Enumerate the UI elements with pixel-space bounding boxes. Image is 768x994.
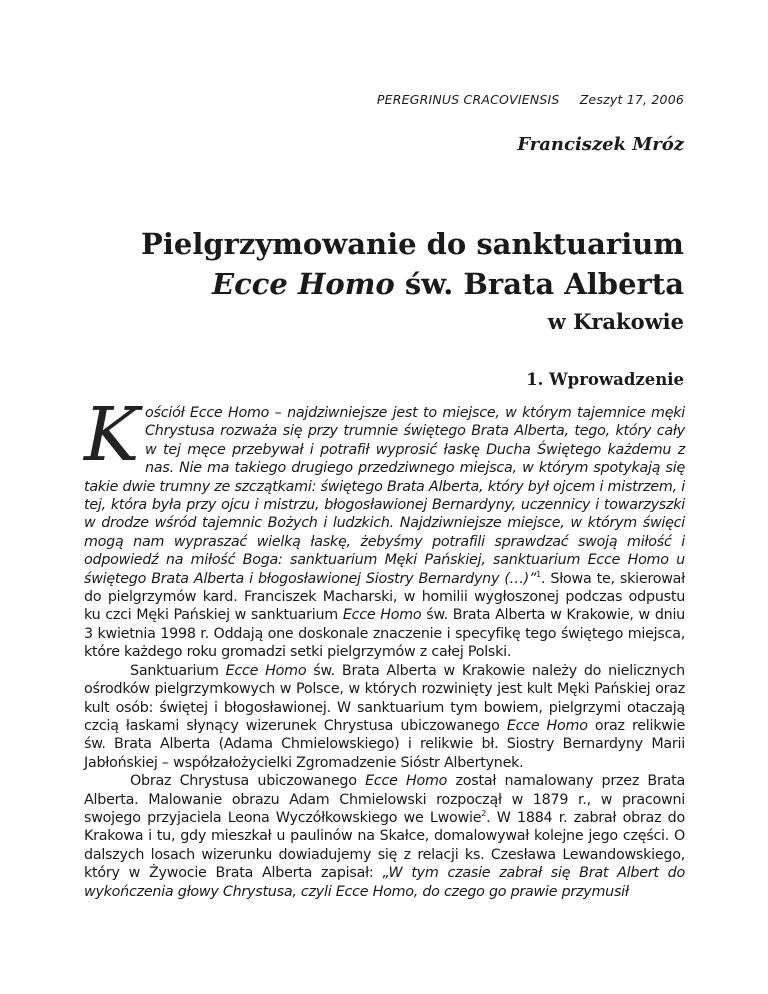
paragraph-3-text-b: został namalowany przez Brata Alberta. Malowanie obrazu Adam Chmielowski rozpoczął w 1879 r., w pracowni swojego przyjaciela Leona Wyczółkowskiego we Lwowie bbox=[84, 773, 685, 826]
issue-info: Zeszyt 17, 2006 bbox=[579, 92, 684, 107]
journal-name: PEREGRINUS CRACOVIENSIS bbox=[376, 92, 560, 107]
article-body bbox=[84, 392, 686, 901]
title-line-2-rest: św. Brata Alberta bbox=[394, 267, 684, 301]
paragraph-3-italic-2: „W tym czasie zabrał się Brat Albert do wykończenia głowy Chrystusa, czyli Ecce Homo, do czego go prawie przymusił bbox=[84, 865, 686, 900]
title-italic: Ecce Homo bbox=[212, 267, 395, 301]
paragraph-1 bbox=[84, 392, 685, 662]
paragraph-3-italic-1: Ecce Homo bbox=[365, 773, 448, 790]
section-heading: 1. Wprowadzenie bbox=[526, 370, 684, 389]
running-header bbox=[377, 92, 684, 107]
paragraph-1-italic: Ecce Homo bbox=[342, 607, 422, 624]
article-title bbox=[141, 224, 684, 340]
paragraph-1-text-b: św. Brata Alberta w Krakowie, w dniu 3 kwietnia 1998 r. Oddają one doskonale znaczenie i specyfikę tego świętego miejsca, które każdego roku gromadzi setki pielgrzymów z całej Polski. bbox=[84, 607, 685, 661]
title-line-3: w Krakowie bbox=[547, 309, 684, 334]
paragraph-2-text-b: św. Brata Alberta w Krakowie należy do nielicznych ośrodków pielgrzymkowych w Polsce, w których rozwinięty jest kult Męki Pańskiej oraz kult osób: świętej i błogosławionej. W sanktuarium tym bowiem, pielgrzymi otaczają czcią łaskami słynący wizerunek Chrystusa ubiczowanego bbox=[84, 662, 685, 734]
title-line-1: Pielgrzymowanie do sanktuarium bbox=[141, 227, 684, 261]
drop-cap: K bbox=[84, 392, 140, 478]
paragraph-3-text-a: Obraz Chrystusa ubiczowanego bbox=[130, 773, 366, 790]
paragraph-2-text-c: oraz relikwie św. Brata Alberta (Adama Chmielowskiego) i relikwie bł. Siostry Bernardyny Marii Jabłońskiej – współzałożycielki Zgromadzenie Sióstr Albertynek. bbox=[84, 717, 685, 771]
author-name: Franciszek Mróz bbox=[517, 134, 684, 155]
paragraph-1-text-a: . Słowa te, skierował do pielgrzymów kard. Franciszek Macharski, w homilii wygłoszonej podczas odpustu ku czci Męki Pańskiej w sanktuarium bbox=[84, 570, 685, 624]
paragraph-3 bbox=[84, 772, 685, 901]
paragraph-2 bbox=[84, 662, 685, 772]
opening-quote: ościół Ecce Homo – najdziwniejsze jest to miejsce, w którym tajemnice męki Chrystusa rozważa się przy trumnie świętego Brata Alberta, tego, który cały w tej męce przebywał i potrafił wyprosić łaskę Ducha Świętego każdemu z nas. Nie ma takiego drugiego przedziwnego miejsca, w którym spotykają się takie dwie trumny ze szczątkami: świętego Brata Alberta, który był ojcem i mistrzem, i tej, która była przy ojcu i mistrzu, błogosławionej Bernardyny, uczennicy i towarzyszki w drodze wśród tajemnic Bożych i ludzkich. Najdziwniejsze miejsce, w którym święci mogą nam wypraszać wielką łaskę, żebyśmy potrafili sprawdzać swoją miłość i odpowiedź na miłość Boga: sanktuarium Męki Pańskiej, sanktuarium Ecce Homo u świętego Brata Alberta i błogosławionej Siostry Bernardyny (…)” bbox=[84, 405, 685, 587]
paragraph-2-text-a: Sanktuarium bbox=[130, 662, 226, 679]
paragraph-2-italic-2: Ecce Homo bbox=[506, 717, 588, 734]
footnote-ref-2: 2 bbox=[481, 809, 487, 819]
paragraph-3-text-c: . W 1884 r. zabrał obraz do Krakowa i tu, gdy mieszkał u paulinów na Skałce, domalowywał kolejne jego części. O dalszych losach wizerunku dowiadujemy się z relacji ks. Czesława Lewandowskiego, który w Żywocie Brata Alberta zapisał: bbox=[84, 809, 685, 882]
title-line-2 bbox=[141, 264, 684, 304]
footnote-ref-1: 1 bbox=[536, 569, 541, 579]
paragraph-2-italic-1: Ecce Homo bbox=[225, 662, 307, 679]
